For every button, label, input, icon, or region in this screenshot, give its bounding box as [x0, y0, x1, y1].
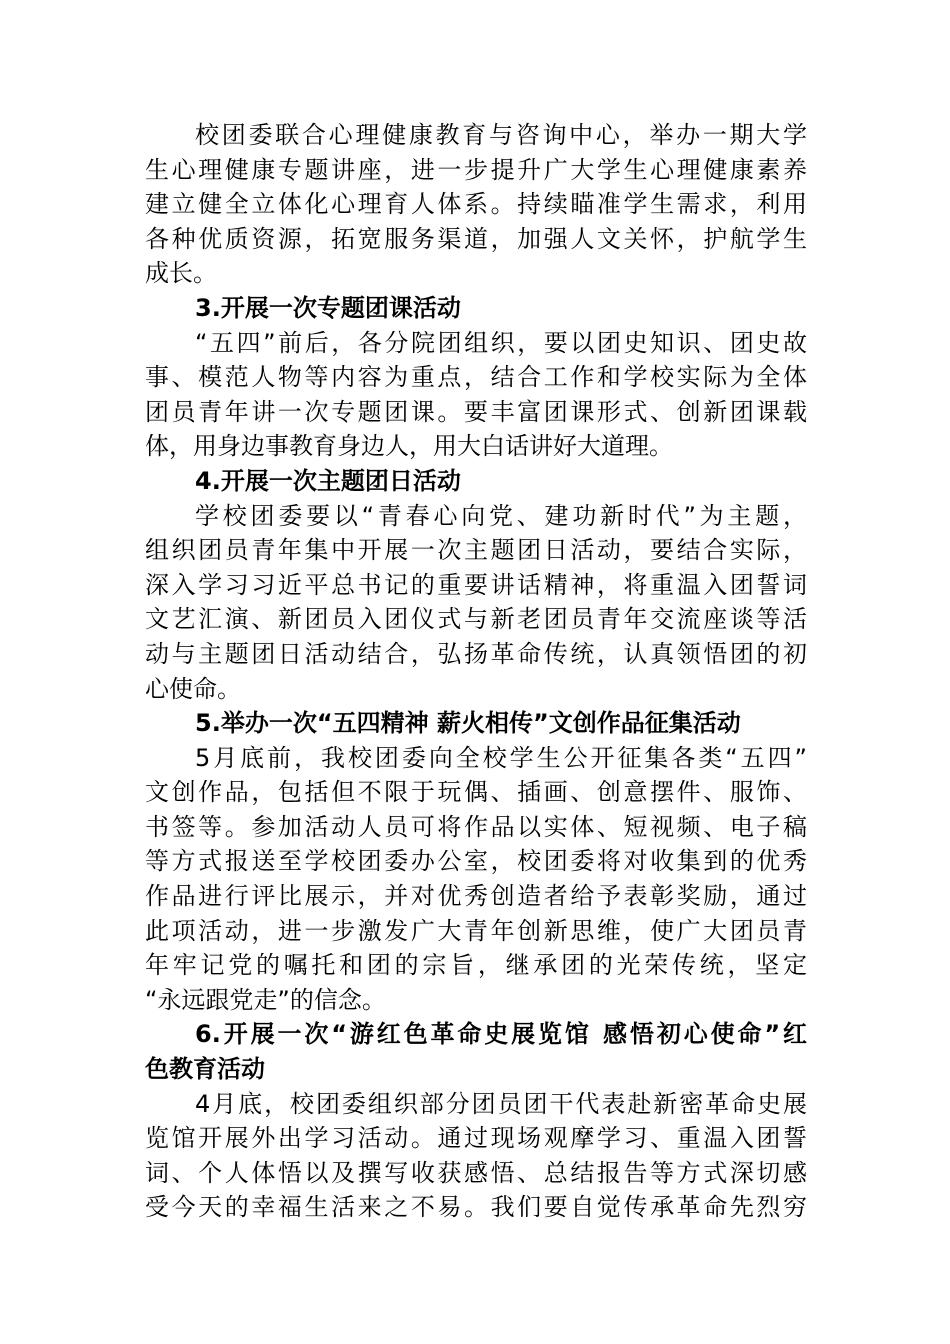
paragraph-line: 各种优质资源，拓宽服务渠道，加强人文关怀，护航学生 [145, 224, 807, 253]
paragraph-line: “永远跟党走”的信念。 [145, 985, 386, 1014]
paragraph-line: 书签等。参加活动人员可将作品以实体、短视频、电子稿 [145, 812, 807, 841]
paragraph-line: 等方式报送至学校团委办公室，校团委将对收集到的优秀 [145, 847, 807, 876]
section-heading-6 [145, 1017, 807, 1086]
paragraph-line: 文创作品，包括但不限于玩偶、插画、创意摆件、服饰、 [145, 778, 807, 807]
section-heading-5: 5.举办一次“五四精神 薪火相传”文创作品征集活动 [195, 709, 741, 738]
paragraph-line: 学校团委要以“青春心向党、建功新时代”为主题， [195, 501, 807, 530]
paragraph-line: 4月底，校团委组织部分团员团干代表赴新密革命史展 [195, 1089, 807, 1118]
paragraph-line: 组织团员青年集中开展一次主题团日活动，要结合实际， [145, 536, 807, 565]
heading-line: 6.开展一次“游红色革命史展览馆 感悟初心使命”红 [195, 1020, 807, 1049]
paragraph-line: 深入学习习近平总书记的重要讲话精神，将重温入团誓词 [145, 570, 807, 599]
document-page [145, 118, 807, 1225]
paragraph-line: 览馆开展外出学习活动。通过现场观摩学习、重温入团誓 [145, 1124, 807, 1153]
paragraph-line: 成长。 [145, 259, 217, 288]
paragraph-line: 事、模范人物等内容为重点，结合工作和学校实际为全体 [145, 363, 807, 392]
paragraph-theme-day [145, 499, 807, 707]
heading-line: 色教育活动 [145, 1055, 265, 1084]
section-heading-3: 3.开展一次专题团课活动 [195, 293, 461, 322]
paragraph-line: 动与主题团日活动结合，弘扬革命传统，认真领悟团的初 [145, 639, 807, 668]
section-heading-4: 4.开展一次主题团日活动 [195, 466, 461, 495]
paragraph-lecture [145, 118, 807, 291]
paragraph-line: 5月底前，我校团委向全校学生公开征集各类“五四” [195, 743, 807, 772]
paragraph-line: 团员青年讲一次专题团课。要丰富团课形式、创新团课载 [145, 397, 807, 426]
paragraph-line: 此项活动，进一步激发广大青年创新思维，使广大团员青 [145, 916, 807, 945]
paragraph-line: 建立健全立体化心理育人体系。持续瞄准学生需求，利用 [145, 190, 807, 219]
paragraph-line: 文艺汇演、新团员入团仪式与新老团员青年交流座谈等活 [145, 605, 807, 634]
paragraph-red-education [145, 1087, 807, 1225]
paragraph-line: 作品进行评比展示，并对优秀创造者给予表彰奖励，通过 [145, 882, 807, 911]
paragraph-creative-works [145, 741, 807, 1018]
paragraph-line: 年牢记党的嘱托和团的宗旨，继承团的光荣传统，坚定 [145, 951, 807, 980]
paragraph-line: “五四”前后，各分院团组织，要以团史知识、团史故 [195, 328, 807, 357]
paragraph-line: 体，用身边事教育身边人，用大白话讲好大道理。 [145, 432, 673, 461]
paragraph-line: 受今天的幸福生活来之不易。我们要自觉传承革命先烈穷 [145, 1193, 807, 1222]
paragraph-line: 心使命。 [145, 674, 241, 703]
paragraph-line: 词、个人体悟以及撰写收获感悟、总结报告等方式深切感 [145, 1158, 807, 1187]
paragraph-line: 校团委联合心理健康教育与咨询中心，举办一期大学 [195, 121, 807, 149]
paragraph-team-lesson [145, 326, 807, 464]
paragraph-line: 生心理健康专题讲座，进一步提升广大学生心理健康素养 [145, 155, 807, 184]
